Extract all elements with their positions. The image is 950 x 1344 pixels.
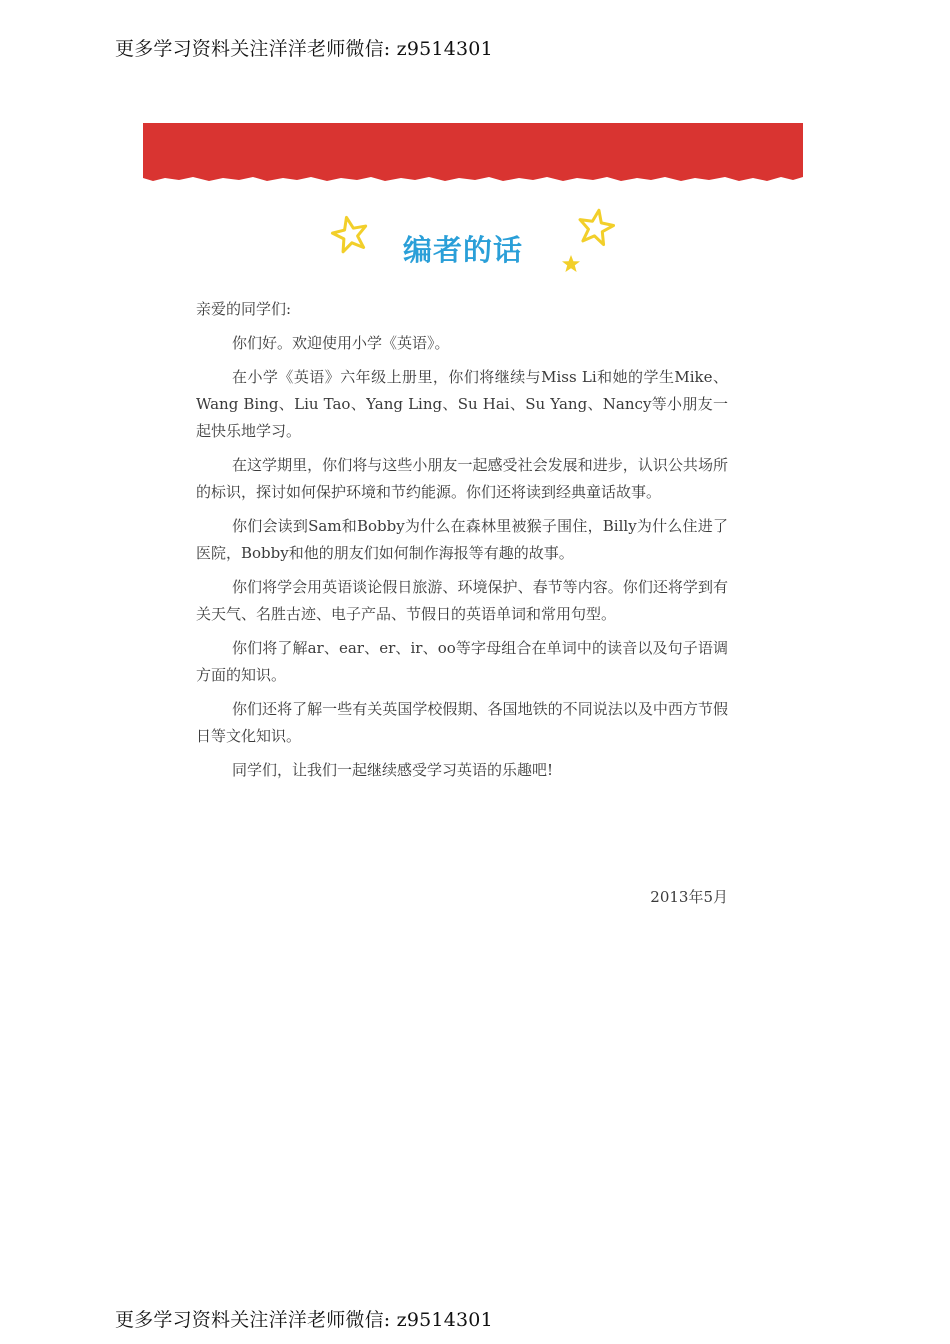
red-banner <box>143 123 803 183</box>
paragraph: 你们会读到Sam和Bobby为什么在森林里被猴子围住，Billy为什么住进了医院，Bobby和他的朋友们如何制作海报等有趣的故事。 <box>196 517 728 562</box>
watermark-bottom: 更多学习资料关注洋洋老师微信: z9514301 <box>115 1309 493 1331</box>
title-area <box>143 200 803 290</box>
paragraph: 你们将了解ar、ear、er、ir、oo等字母组合在单词中的读音以及句子语调方面的知识。 <box>196 639 728 684</box>
watermark-top: 更多学习资料关注洋洋老师微信: z9514301 <box>115 38 493 60</box>
paragraph: 在这学期里，你们将与这些小朋友一起感受社会发展和进步，认识公共场所的标识，探讨如何保护环境和节约能源。你们还将读到经典童话故事。 <box>196 456 728 501</box>
paragraph: 在小学《英语》六年级上册里，你们将继续与Miss Li和她的学生Mike、Wang Bing、Liu Tao、Yang Ling、Su Hai、Su Yang、Nancy等小朋友一起快乐地学习。 <box>196 368 728 440</box>
paragraph: 你们将学会用英语谈论假日旅游、环境保护、春节等内容。你们还将学到有关天气、名胜古迹、电子产品、节假日的英语单词和常用句型。 <box>196 578 728 623</box>
paragraph: 同学们，让我们一起继续感受学习英语的乐趣吧! <box>232 761 554 779</box>
star-icon <box>576 207 616 247</box>
paragraph: 你们还将了解一些有关英国学校假期、各国地铁的不同说法以及中西方节假日等文化知识。 <box>196 700 728 745</box>
star-icon <box>561 254 581 274</box>
page-title: 编者的话 <box>402 233 523 267</box>
paragraph: 你们好。欢迎使用小学《英语》。 <box>232 334 450 352</box>
letter-body <box>196 296 728 791</box>
letter-date: 2013年5月 <box>650 888 728 906</box>
greeting: 亲爱的同学们: <box>196 300 292 318</box>
